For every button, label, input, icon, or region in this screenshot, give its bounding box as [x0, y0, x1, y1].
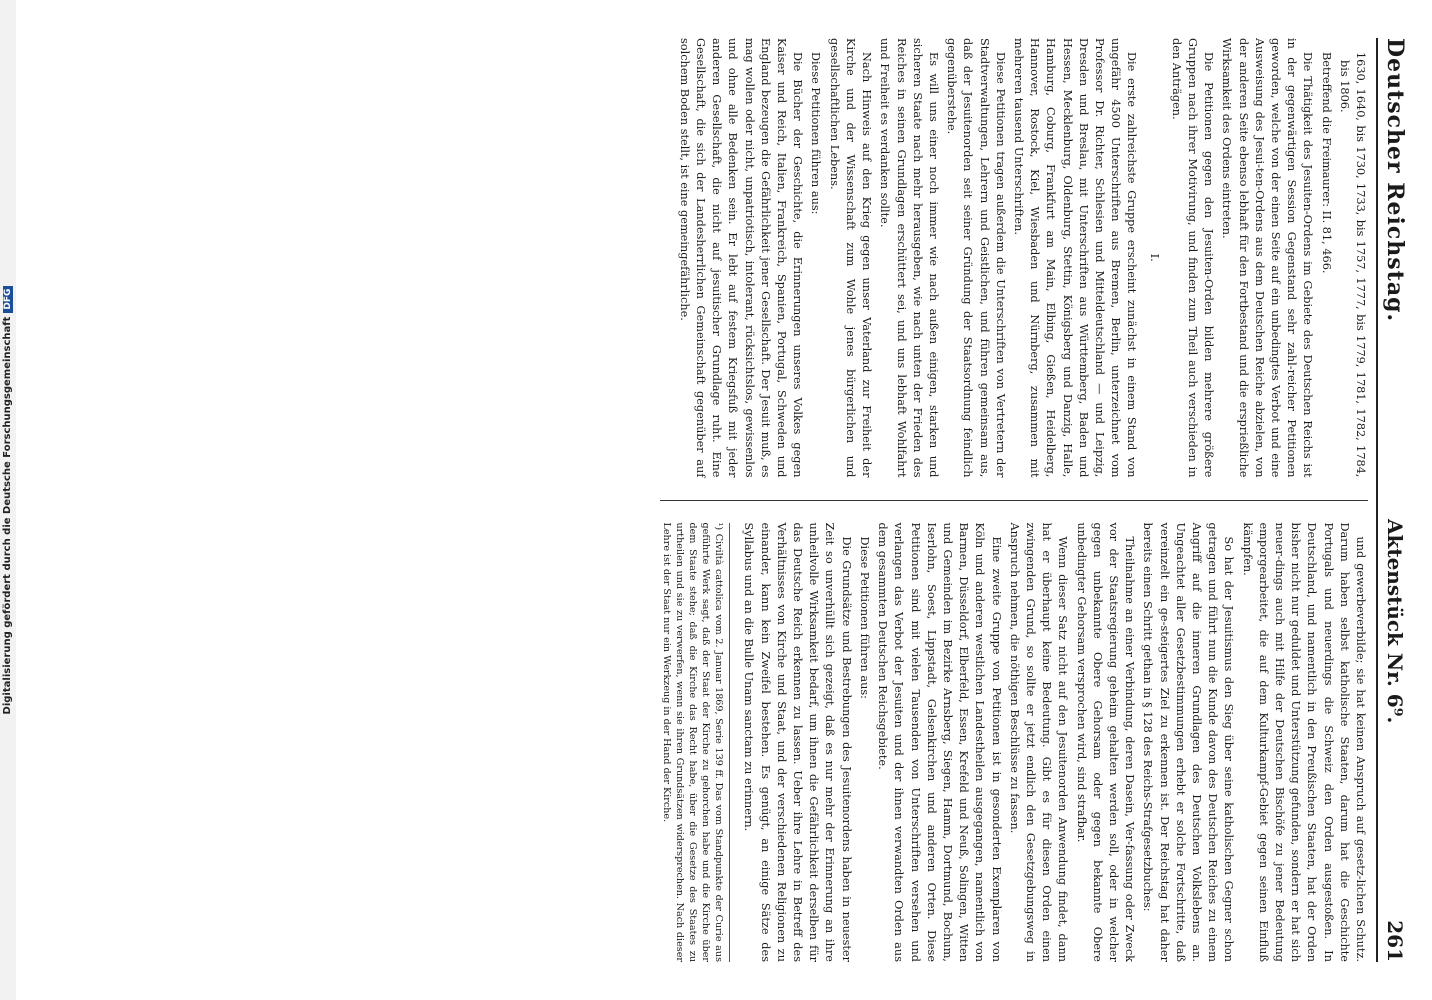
paragraph: So hat der Jesuitismus den Sieg über seine katholischen Gegner schon getragen und führt nun die Kunde davon des Deutschen Reiches zu einem Angriff auf die inneren Grundlagen des Deutschen Volkslebens an. Ungeachtet aller Gesetzbestimmungen erhebt er solche Fortschritte, daß vereinzelt ein ge-steigertes Ziel zu erkennen ist. Der Reichstag hat daher bereits einen Schritt gethan in § 128 des Reichs-Strafgesetzbuches:: [1141, 522, 1236, 962]
paragraph: Betreffend die Freimaurer: II. 81, 466.: [1319, 52, 1333, 274]
digitization-credit-text: Digitalisierung gefördert durch die Deutsche Forschungsgemeinschaft: [2, 316, 13, 715]
text-columns: [660, 38, 1368, 962]
left-column: [660, 38, 1368, 478]
page-number: 261: [1383, 920, 1407, 962]
page-header: [1376, 38, 1408, 962]
right-column-body: [740, 523, 1368, 963]
right-column: [660, 523, 1368, 963]
publication-title: Deutscher Reichstag.: [1382, 38, 1408, 323]
paragraph: Nach Hinweis auf den Krieg gegen unser Vaterland zur Freiheit der Kirche und der Wissenschaft zum Wohle jenes bürgerlichen und gesellschaftlichen Lebens.: [827, 38, 874, 478]
document-number: Aktenstück Nr. 6⁹.: [1383, 518, 1407, 724]
paragraph: Wenn dieser Satz nicht auf den Jesuitenorden Anwendung findet, dann hat er überhaupt keine Bedeutung. Gibt es für diesen Orden einen zwingenden Grund, so sollte er jetzt endlich den Gesetzgebungsweg in Anspruch nehmen, die nöthigen Beschlüsse zu fassen.: [1007, 522, 1070, 962]
paragraph: Theilnahme an einer Verbindung, deren Dasein, Ver-fassung oder Zweck vor der Staatsregierung geheim gehalten werden soll, oder in welcher gegen unbekannte Obere Gehorsam oder gegen bekannte Obere unbedingter Gehorsam versprochen wird, sind strafbar.: [1074, 522, 1137, 962]
paragraph: Eine zweite Gruppe von Petitionen ist in gesonderten Exemplaren von Köln und anderen westlichen Landestheilen ausgegangen, namentlich von Barmen, Düsseldorf, Elberfeld, Essen, Krefeld und Neuß, Solingen, Witten und Gemeinden im Bezirke Arnsberg, Siegen, Hamm, Dortmund, Bochum, Iserlohn, Soest, Lippstadt, Gelsenkirchen und anderen Orten. Diese Petitionen sind mit vielen Tausenden von Unterschriften versehen und verlangen das Verbot der Jesuiten und der ihnen verwandten Orden aus dem gesammten Deutschen Reichsgebiete.: [876, 522, 1003, 962]
paragraph: 1630, 1640, bis 1730, 1733, bis 1757, 1777, bis 1779, 1781, 1782, 1784, bis 1806.: [1337, 52, 1367, 478]
footnote: ¹) Civiltà cattolica vom 2. Januar 1869, Serie 139 ff. Das vom Standpunkte der Curie aus geführte Werk sagt, daß der Staat der Kirche zu gehorchen habe und die Kirche über dem Staate stehe; daß die Kirche das Recht habe, über die Gesetze des Staates zu urtheilen und sie zu verwerfen, wenn sie ihren Grundsätzen widersprechen. Nach dieser Lehre ist der Staat nur ein Werkzeug in der Hand der Kirche.: [660, 523, 730, 963]
paragraph: Die Thätigkeit des Jesuiten-Ordens im Gebiete des Deutschen Reichs ist in der gegenwärtigen Session Gegenstand sehr zahl-reicher Petitionen geworden, welche von der einen Seite auf ein unbedingtes Verbot und eine Ausweisung des Jesui-ten-Ordens aus dem Deutschen Reiche abzielen, von der anderen Seite ebenso lebhaft für den Fortbestand und die ersprießliche Wirksamkeit des Ordens eintreten.: [1220, 38, 1315, 478]
dfg-logo: DFG: [3, 286, 13, 313]
paragraph: und gewerbeverbilde; sie hat keinen Anspruch auf gesetz-lichen Schutz. Darum haben selbst katholische Staaten, darum hat die Geschichte Portugals und neuerdings die Schweiz den Orden ausgestoßen. In Deutschland, und namentlich in den Preußischen Staaten, hat der Orden bisher nicht nur geduldet und Unterstützung gefunden, sondern er hat sich neuer-dings auch mit Hilfe der Deutschen Bischöfe zu jener Bedeutung emporgearbeitet, die auf dem Kulturkampf-Gebiet gegen seinen Einfluß kämpfen.: [1240, 522, 1367, 962]
paragraph: Die erste zahlreichste Gruppe erscheint zunächst in einem Stand von ungefähr 4500 Unterschriften aus Bremen, Berlin, unterzeichnet vom Professor Dr. Richter, Schlesien und Mitteldeutschland — und Leipzig, Dresden und Breslau, mit Unterschriften aus Württemberg, Baden und Hessen, Mecklenburg, Oldenburg, Stettin, Königsberg und Danzig, Halle, Hamburg, Coburg, Frankfurt am Main, Elbing, Gießen, Heidelberg, Hannover, Rostock, Kiel, Wiesbaden und Nürnberg, zusammen mit mehreren tausend Unterschriften.: [1011, 38, 1139, 478]
paragraph: Diese Petitionen führen aus:: [857, 536, 871, 699]
paragraph: Diese Petitionen führen aus:: [809, 52, 823, 215]
column-divider: [660, 500, 1368, 501]
paragraph: Es will uns einer noch immer wie nach außen einigen, starken und sicheren Staate nach mehr herausgeben, wie nach unten der Frieden des Reiches in seinen Grundlagen erschüttert sei, und uns lebhaft Wohlfahrt und Freiheit es verdanken sollte.: [878, 38, 940, 478]
paragraph: I.: [1147, 253, 1161, 262]
scanned-page: [0, 20, 1420, 980]
paragraph: Die Petitionen gegen den Jesuiten-Orden bilden mehrere größere Gruppen nach ihrer Motivirung, und finden zum Theil auch verschieden in den Anträgen.: [1169, 38, 1216, 478]
paragraph: Diese Petitionen tragen außerdem die Unterschriften von Vertretern der Stadtverwaltungen, Lehrern und Geistlichen, und führen gemeinsam aus, daß der Jesuitenorden seit seiner Gründung der Staatsordnung feindlich gegenüberstehe.: [945, 38, 1007, 478]
paragraph: Die Grundsätze und Bestrebungen des Jesuitenordens haben in neuester Zeit so unverhüllt sich gezeigt, daß es nur mehr der Erinnerung an ihre unheilvolle Wirksamkeit bedarf, um ihnen die Gefährlichkeit derselben für das Deutsche Reich erkennen zu lassen. Ueber ihre Lehre in Betreff des Verhältnisses von Kirche und Staat, und der verschiedenen Religionen zu einander, kann kein Zweifel bestehen. Es genügt, an einige Sätze des Syllabus und an die Bulle Unam sanctam zu erinnern.: [742, 522, 853, 962]
paragraph: Die Bücher der Geschichte, die Erinnerungen unseres Volkes gegen Kaiser und Reich, Italien, Frankreich, Spanien, Portugal, Schweden und England bezeugen die Gefährlichkeit jener Gesellschaft. Der Jesuit muß, es mag wollen oder nicht, unpatriotisch, intolerant, rücksichtslos, gewissenlos und ohne alle Bedenken sein. Er lebt auf festem Kriegsfuß mit jeder anderen Gesellschaft, die nicht auf jesuitischer Grundlage ruht. Eine Gesellschaft, die sich der Landesherrlichen Gemeinschaft gegenüber auf solchem Boden stellt, ist eine gemeingefährliche.: [677, 38, 805, 478]
